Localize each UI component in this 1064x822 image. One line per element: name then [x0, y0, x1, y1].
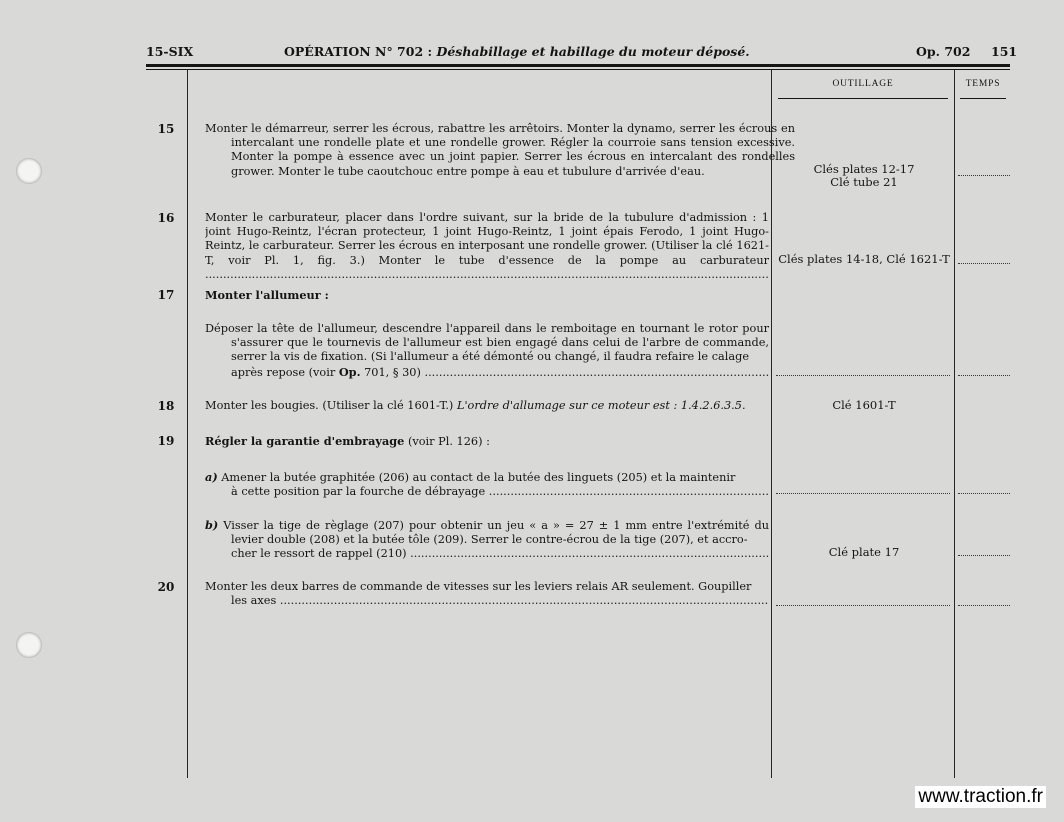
time-blank: [958, 555, 1010, 556]
tool-cell: [772, 163, 956, 189]
column-header-rule: [960, 98, 1006, 99]
tool-blank: [776, 605, 950, 606]
substep-b: b) Visser la tige de règlage (207) pour obtenir un jeu « a » = 27 ± 1 mm entre l'extrémité du levier double (208) et la butée tôle (209). Serrer le contre-écrou de la tige (207), et accro- cher le ressort de rappel (210) .....: [205, 518, 769, 562]
step-number: 20: [157, 580, 175, 594]
step-heading: Monter l'allumeur :: [205, 288, 329, 302]
watermark: www.traction.fr: [915, 786, 1046, 808]
tool-cell: Clés plates 14-18, Clé 1621-T: [778, 252, 950, 266]
step-number: 17: [157, 288, 175, 302]
binder-hole: [16, 158, 42, 184]
page-number: 151: [991, 44, 1018, 59]
step-text: Monter les deux barres de commande de vitesses sur les leviers relais AR seulement. Goupiller les axes .....: [205, 580, 769, 608]
time-blank: [958, 493, 1010, 494]
operation-ref: Op. 702: [916, 44, 971, 59]
step-number: 19: [157, 434, 175, 448]
tool-item: Clé tube 21: [830, 175, 898, 189]
step-heading: Régler la garantie d'embrayage (voir Pl. 126) :: [205, 434, 490, 448]
header-rule: [146, 64, 1010, 67]
step-text: Monter le carburateur, placer dans l'ordre suivant, sur la bride de la tubulure d'admission : 1 joint Hugo-Reintz, l'écran protecteur, 1 joint Hugo-Reintz, 1 joint épais Ferodo, 1 joint Hugo-Reintz, le carburateur. Serrer les écrous en interposant une rondelle grower. (Utiliser la clé 1621-T, voir Pl. 1, fig. 3.) Monter le tube d'essence de la pompe au carburateur .....: [205, 211, 769, 282]
time-blank: [958, 263, 1010, 264]
column-divider: [187, 70, 188, 778]
step-text: Monter le démarreur, serrer les écrous, rabattre les arrêtoirs. Monter la dynamo, serrer les écrous en intercalant une rondelle plate et une rondelle grower. Régler la courroie sans tension excessive. Monter la pompe à essence avec un joint papier. Serrer les écrous en intercalant des rondelles grower. Monter le tube caoutchouc entre pompe à eau et tubulure d'arrivée d'eau.: [205, 122, 795, 178]
column-header-rule: [778, 98, 948, 99]
header-rule-thin: [146, 69, 1010, 70]
tool-cell: Clé plate 17: [828, 545, 900, 559]
binder-hole: [16, 632, 42, 658]
operation-title: OPÉRATION N° 702 : Déshabillage et habillage du moteur déposé.: [284, 44, 750, 59]
tool-blank: [776, 375, 950, 376]
step-text: Déposer la tête de l'allumeur, descendre l'appareil dans le remboitage en tournant le rotor pour s'assurer que le tournevis de l'allumeur est bien engagé dans celui de l'arbre de commande, serrer la vis de fixation. (Si l'allumeur a été démonté ou changé, il faudra refaire le calage après repose (voir Op. 701, § 30) .....: [205, 322, 769, 380]
header-left: 15-SIX: [146, 44, 194, 59]
step-number: 15: [157, 122, 175, 136]
step-number: 16: [157, 211, 175, 225]
time-blank: [958, 375, 1010, 376]
column-header-temps: TEMPS: [965, 79, 1001, 89]
tool-cell: Clé 1601-T: [832, 398, 896, 412]
tool-blank: [776, 493, 950, 494]
column-header-outillage: OUTILLAGE: [832, 79, 894, 89]
step-text: Monter les bougies. (Utiliser la clé 1601-T.) L'ordre d'allumage sur ce moteur est : 1.4.2.6.3.5.: [205, 399, 746, 412]
time-blank: [958, 175, 1010, 176]
step-number: 18: [157, 399, 175, 413]
time-blank: [958, 605, 1010, 606]
substep-a: a) Amener la butée graphitée (206) au contact de la butée des linguets (205) et la maintenir à cette position par la fourche de débrayage .....: [205, 470, 769, 499]
tool-item: Clés plates 12-17: [813, 162, 915, 176]
